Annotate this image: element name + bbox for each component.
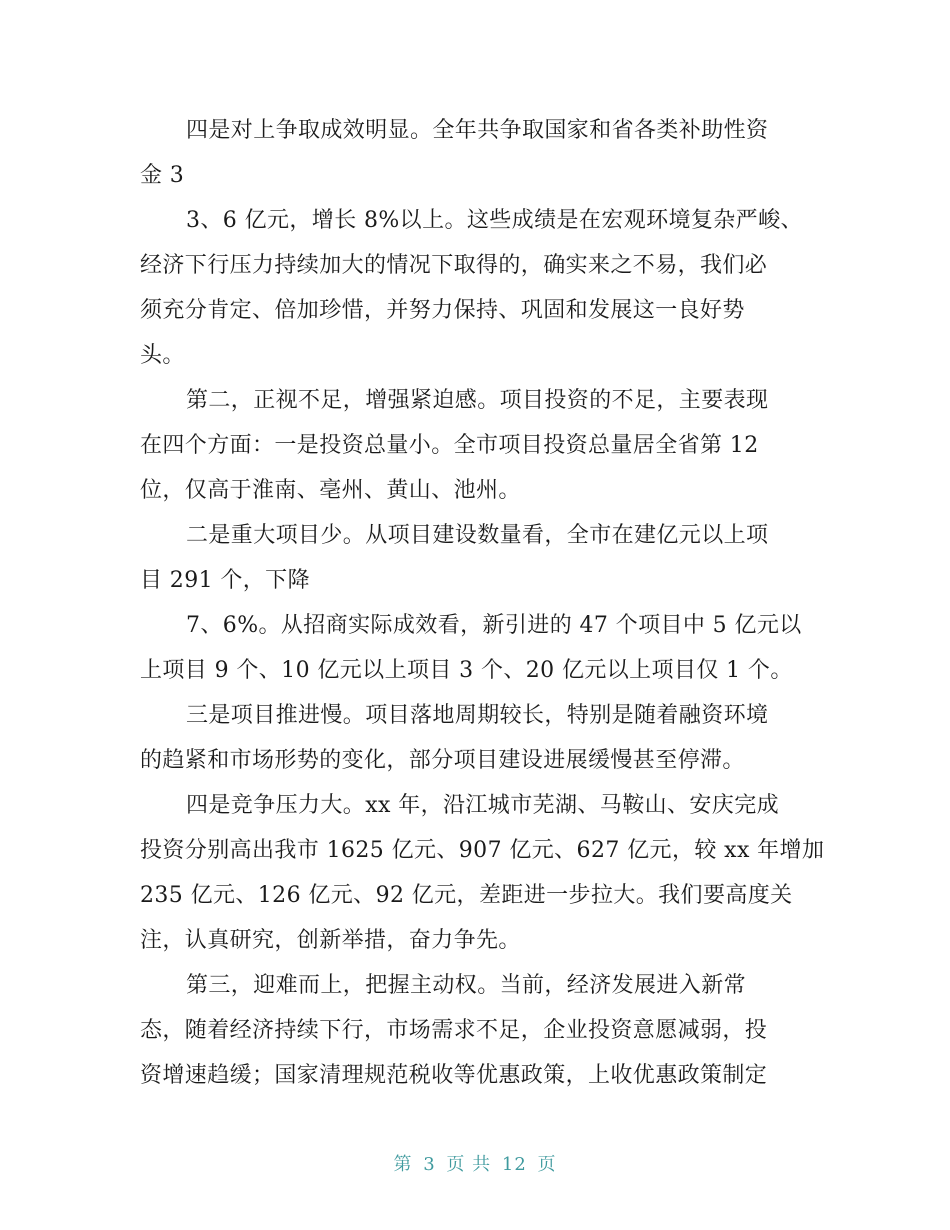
text-line: 头。 <box>140 343 185 368</box>
footer-current-page: 3 <box>423 1154 436 1175</box>
text-line: 须充分肯定、倍加珍惜，并努力保持、巩固和发展这一良好势 <box>140 298 745 323</box>
text-line: 四是竞争压力大。xx 年，沿江城市芜湖、马鞍山、安庆完成 <box>186 793 780 818</box>
text-line: 注，认真研究，创新举措，奋力争先。 <box>140 928 521 953</box>
text-line: 态，随着经济持续下行，市场需求不足，企业投资意愿减弱，投 <box>140 1018 768 1043</box>
text-line: 7、6%。从招商实际成效看，新引进的 47 个项目中 5 亿元以 <box>186 613 802 638</box>
text-line: 第三，迎难而上，把握主动权。当前，经济发展进入新常 <box>186 973 747 998</box>
footer-prefix: 第 <box>393 1154 413 1175</box>
text-line: 投资分别高出我市 1625 亿元、907 亿元、627 亿元，较 xx 年增加 <box>140 838 825 863</box>
document-body <box>140 108 825 1098</box>
text-line: 二是重大项目少。从项目建设数量看，全市在建亿元以上项 <box>186 523 769 548</box>
text-line: 的趋紧和市场形势的变化，部分项目建设进展缓慢甚至停滞。 <box>140 748 745 773</box>
text-line: 目 291 个，下降 <box>140 568 310 593</box>
text-line: 金 3 <box>140 163 185 188</box>
text-line: 3、6 亿元，增长 8%以上。这些成绩是在宏观环境复杂严峻、 <box>186 208 803 233</box>
text-line: 位，仅高于淮南、亳州、黄山、池州。 <box>140 478 521 503</box>
page-footer <box>0 1150 950 1176</box>
text-line: 235 亿元、126 亿元、92 亿元，差距进一步拉大。我们要高度关 <box>140 883 793 908</box>
text-line: 第二，正视不足，增强紧迫感。项目投资的不足，主要表现 <box>186 388 769 413</box>
text-line: 经济下行压力持续加大的情况下取得的，确实来之不易，我们必 <box>140 253 768 278</box>
footer-suffix: 页 <box>537 1154 557 1175</box>
text-line: 三是项目推进慢。项目落地周期较长，特别是随着融资环境 <box>186 703 769 728</box>
text-line: 四是对上争取成效明显。全年共争取国家和省各类补助性资 <box>186 118 769 143</box>
footer-middle: 页 共 <box>446 1154 492 1175</box>
text-line: 在四个方面：一是投资总量小。全市项目投资总量居全省第 12 <box>140 433 759 458</box>
text-line: 上项目 9 个、10 亿元以上项目 3 个、20 亿元以上项目仅 1 个。 <box>140 658 793 683</box>
footer-total-pages: 12 <box>501 1154 527 1175</box>
text-line: 资增速趋缓；国家清理规范税收等优惠政策，上收优惠政策制定 <box>140 1063 768 1088</box>
